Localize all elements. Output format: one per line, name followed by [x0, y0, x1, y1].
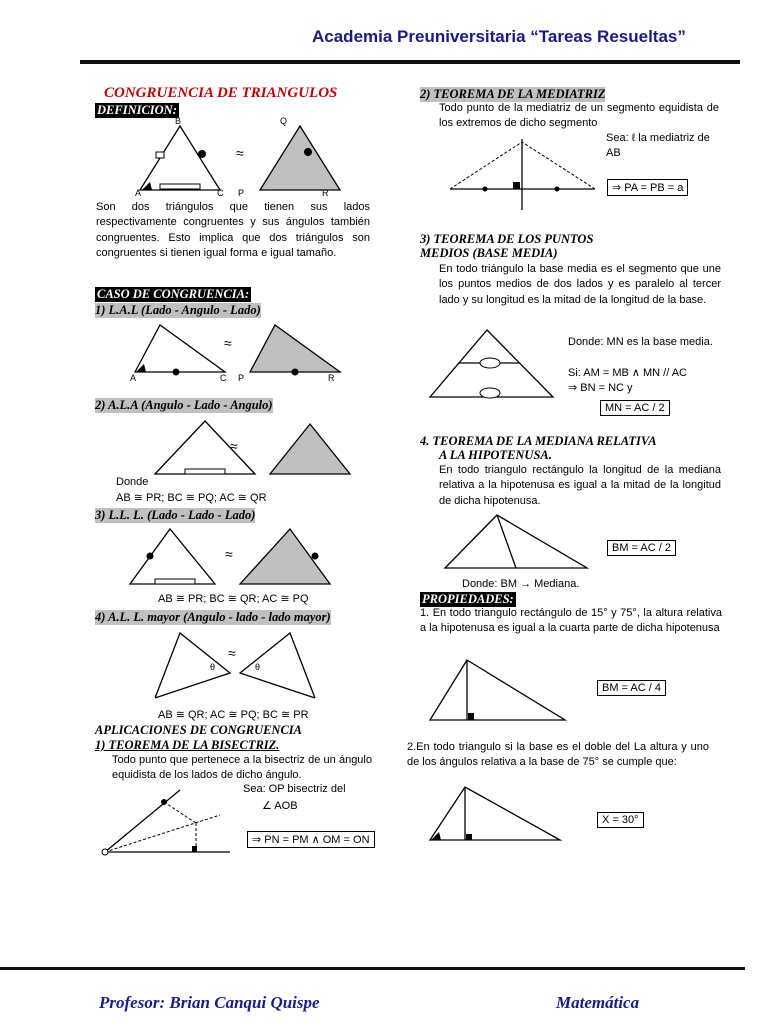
mediana-heading-2: A LA HIPOTENUSA. [439, 448, 552, 462]
mediana-donde: Donde: BM → Mediana. [462, 578, 580, 590]
lll-figure [125, 524, 345, 590]
mediana-text: En todo triangulo rectángulo la longitud de la mediana relativa a la hipotenusa es igual a la mitad de la longitud de dicha hipotenusa. [439, 464, 721, 507]
puntos-medios-si: Si: AM = MB ∧ MN // AC [568, 367, 687, 379]
svg-text:≈: ≈ [225, 546, 233, 562]
mediatriz-result-box: ⇒ PA = PB = a [607, 179, 688, 196]
bisectriz-sea: Sea: OP bisectriz del [243, 783, 346, 795]
definition-figure [130, 114, 340, 198]
definition-text: Son dos triángulos que tienen sus lados respectivamente congruentes y sus ángulos también congruentes. Esto implica que dos triángulos son congruentes si tienen igual forma e igual tamaño. [96, 201, 370, 259]
all-relation: AB ≅ QR; AC ≅ PQ; BC ≅ PR [158, 709, 309, 721]
aplic-heading: APLICACIONES DE CONGRUENCIA [95, 723, 302, 737]
mediatriz-text: Todo punto de la mediatriz de un segmento equidista de los extremos de dicho segmento [439, 102, 719, 130]
svg-text:≈: ≈ [224, 335, 232, 351]
puntos-medios-figure [425, 325, 560, 403]
mediana-figure [440, 510, 590, 572]
propiedad-1-result-box: BM = AC / 4 [597, 680, 666, 696]
puntos-medios-heading-1: 3) TEOREMA DE LOS PUNTOS [420, 232, 594, 246]
puntos-medios-text: En todo triángulo la base media es el segmento que une los puntos medios de dos lados y es paralelo al tercer lado y su longitud es la mitad de la longitud de la base. [439, 263, 721, 306]
lll-relation: AB ≅ PR; BC ≅ QR; AC ≅ PQ [158, 593, 309, 605]
all-figure [150, 628, 320, 704]
footer-teacher: Profesor: Brian Canqui Quispe [99, 993, 320, 1012]
caso-label: CASO DE CONGRUENCIA: [97, 287, 250, 301]
puntos-medios-heading-2: MEDIOS (BASE MEDIA) [420, 246, 558, 260]
lal-heading: 1) L.A.L (Lado - Angulo - Lado) [95, 303, 261, 317]
propiedad-1-figure [425, 650, 570, 730]
puntos-medios-result-box: MN = AC / 2 [600, 400, 670, 416]
propiedad-1-text: 1. En todo triangulo rectángulo de 15° y 75°, la altura relativa a la hipotenusa es igual a la cuarta parte de dicha hipotenusa [420, 607, 722, 635]
lal-figure [130, 320, 340, 376]
propiedad-2-figure [425, 782, 565, 860]
mediana-result-box: BM = AC / 2 [607, 540, 676, 556]
footer-rule [0, 967, 745, 970]
mediatriz-figure [445, 134, 600, 214]
definicion-label: DEFINICION: [97, 103, 177, 117]
bisectriz-aob: ∠ AOB [262, 800, 298, 812]
mediatriz-heading: 2) TEOREMA DE LA MEDIATRIZ [420, 87, 606, 101]
svg-text:θ: θ [255, 662, 261, 672]
header-title: Academia Preuniversitaria “Tareas Resueltas” [312, 27, 686, 46]
ala-figure [150, 416, 360, 478]
lll-heading: 3) L.L. L. (Lado - Lado - Lado) [95, 508, 256, 522]
svg-text:θ: θ [210, 662, 216, 672]
mediatriz-sea: Sea: ℓ la mediatriz de AB [606, 132, 710, 160]
page-title: CONGRUENCIA DE TRIANGULOS [104, 85, 338, 101]
ala-relation: AB ≅ PR; BC ≅ PQ; AC ≅ QR [116, 492, 267, 504]
ala-heading: 2) A.L.A (Angulo - Lado - Angulo) [95, 398, 273, 412]
propiedades-label: PROPIEDADES: [422, 592, 514, 606]
footer-subject: Matemática [556, 993, 640, 1012]
svg-text:≈: ≈ [236, 145, 244, 161]
svg-text:≈: ≈ [228, 645, 236, 661]
bisectriz-result-box: ⇒ PN = PM ∧ OM = ON [247, 831, 375, 848]
all-heading: 4) A.L. L. mayor (Angulo - lado - lado mayor) [95, 610, 331, 624]
bisectriz-heading: 1) TEOREMA DE LA BISECTRIZ. [95, 738, 280, 752]
header-rule [80, 60, 740, 64]
mediana-heading-1: 4. TEOREMA DE LA MEDIANA RELATIVA [420, 434, 657, 448]
bisectriz-figure [100, 780, 240, 860]
ala-donde: Donde [116, 476, 149, 488]
propiedad-2-result-box: X = 30° [597, 812, 644, 828]
bisectriz-text: Todo punto que pertenece a la bisectriz de un ángulo equidista de los lados de dicho ángulo. [112, 754, 372, 782]
puntos-medios-implica: ⇒ BN = NC y [568, 382, 633, 394]
puntos-medios-donde: Donde: MN es la base media. [568, 336, 713, 348]
svg-text:≈: ≈ [230, 438, 238, 454]
propiedad-2-text: 2.En todo triangulo si la base es el doble del La altura y uno de los ángulos relativa a la base de 75° se cumple que: [407, 741, 709, 769]
